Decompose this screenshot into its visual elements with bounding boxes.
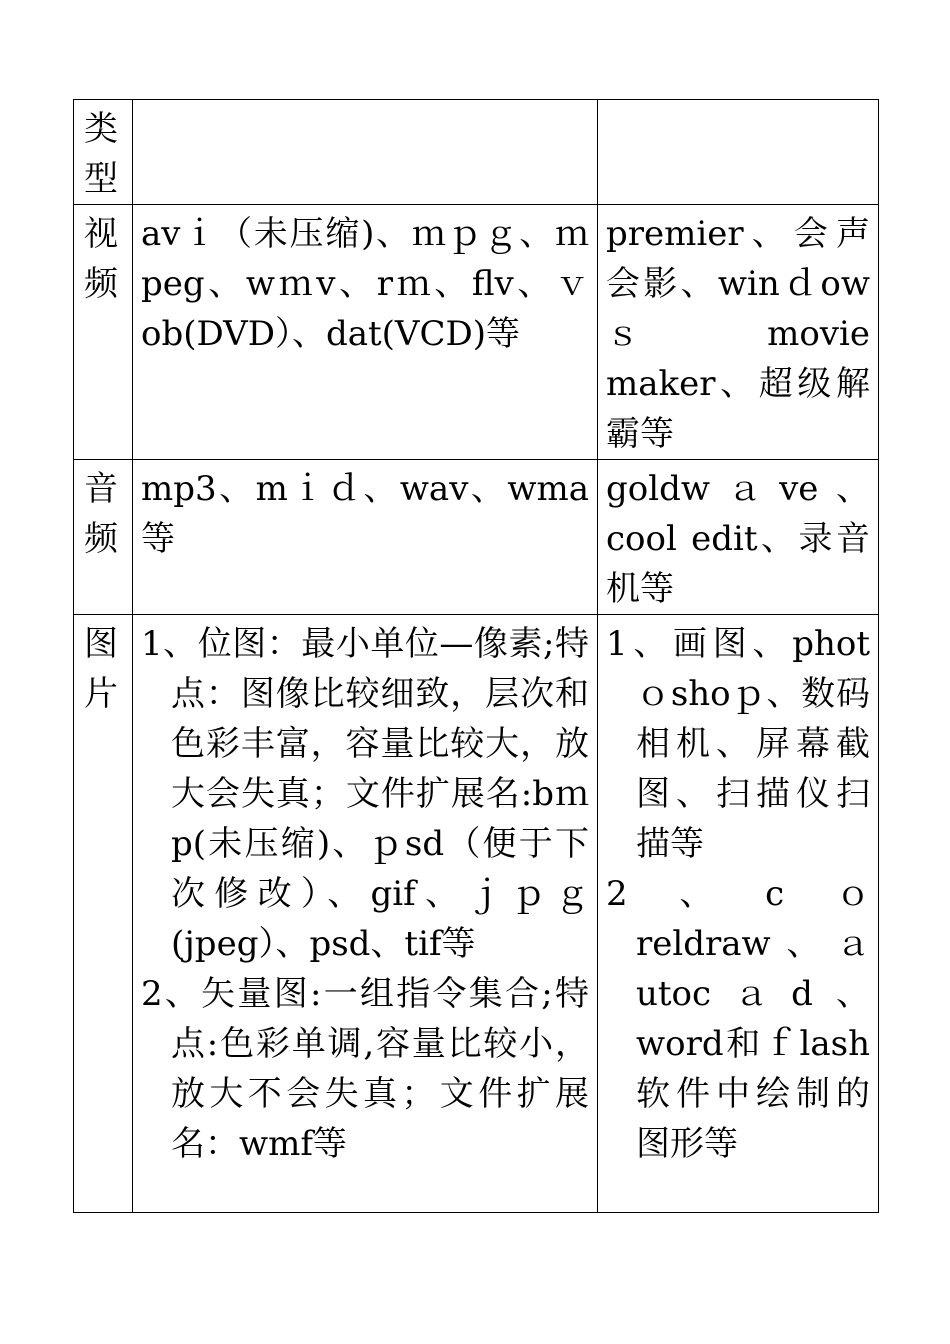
- header-type-cell: 类型: [74, 100, 133, 205]
- tools-cell-audio: goldwａve、cool edit、录音机等: [598, 460, 879, 615]
- tools-item-vector: 2、cｏreldraw、ａutocａd、word和ｆlash软件中绘制的图形等: [606, 874, 870, 1164]
- formats-item-bitmap: 1、位图：最小单位—像素;特点：图像比较细致，层次和色彩丰富，容量比较大，放大会失真；文件扩展名:bｍp(未压缩)、ｐsd（便于下次修改）、gif、ｊｐｇ(jpeg）、psd、tif等: [141, 624, 589, 964]
- table-row-video: [74, 205, 879, 460]
- header-tools-cell: [598, 100, 879, 205]
- type-cell-image: 图片: [74, 615, 133, 1213]
- type-cell-audio: 音频: [74, 460, 133, 615]
- tools-item-bitmap: 1、画图、photｏshoｐ、数码相机、屏幕截图、扫描仪扫描等: [606, 624, 870, 864]
- type-cell-video: 视频: [74, 205, 133, 460]
- formats-cell-audio: mp3、mｉｄ、wav、wma等: [133, 460, 598, 615]
- table-row-audio: [74, 460, 879, 615]
- table-row-image: [74, 615, 879, 1213]
- formats-cell-video: avｉ（未压缩)、ｍｐｇ、ｍpeg、wｍv、rｍ、flv、ｖob(DVD）、dat(VCD)等: [133, 205, 598, 460]
- tools-cell-image: [598, 615, 879, 1213]
- tools-cell-video: premier、会声会影、winｄowｓ movie maker、超级解霸等: [598, 205, 879, 460]
- media-format-table: [73, 99, 879, 1213]
- table-header-row: [74, 100, 879, 205]
- formats-item-vector: 2、矢量图:一组指令集合;特点:色彩单调,容量比较小，放大不会失真；文件扩展名：wmf等: [141, 974, 589, 1164]
- formats-cell-image: [133, 615, 598, 1213]
- header-formats-cell: [133, 100, 598, 205]
